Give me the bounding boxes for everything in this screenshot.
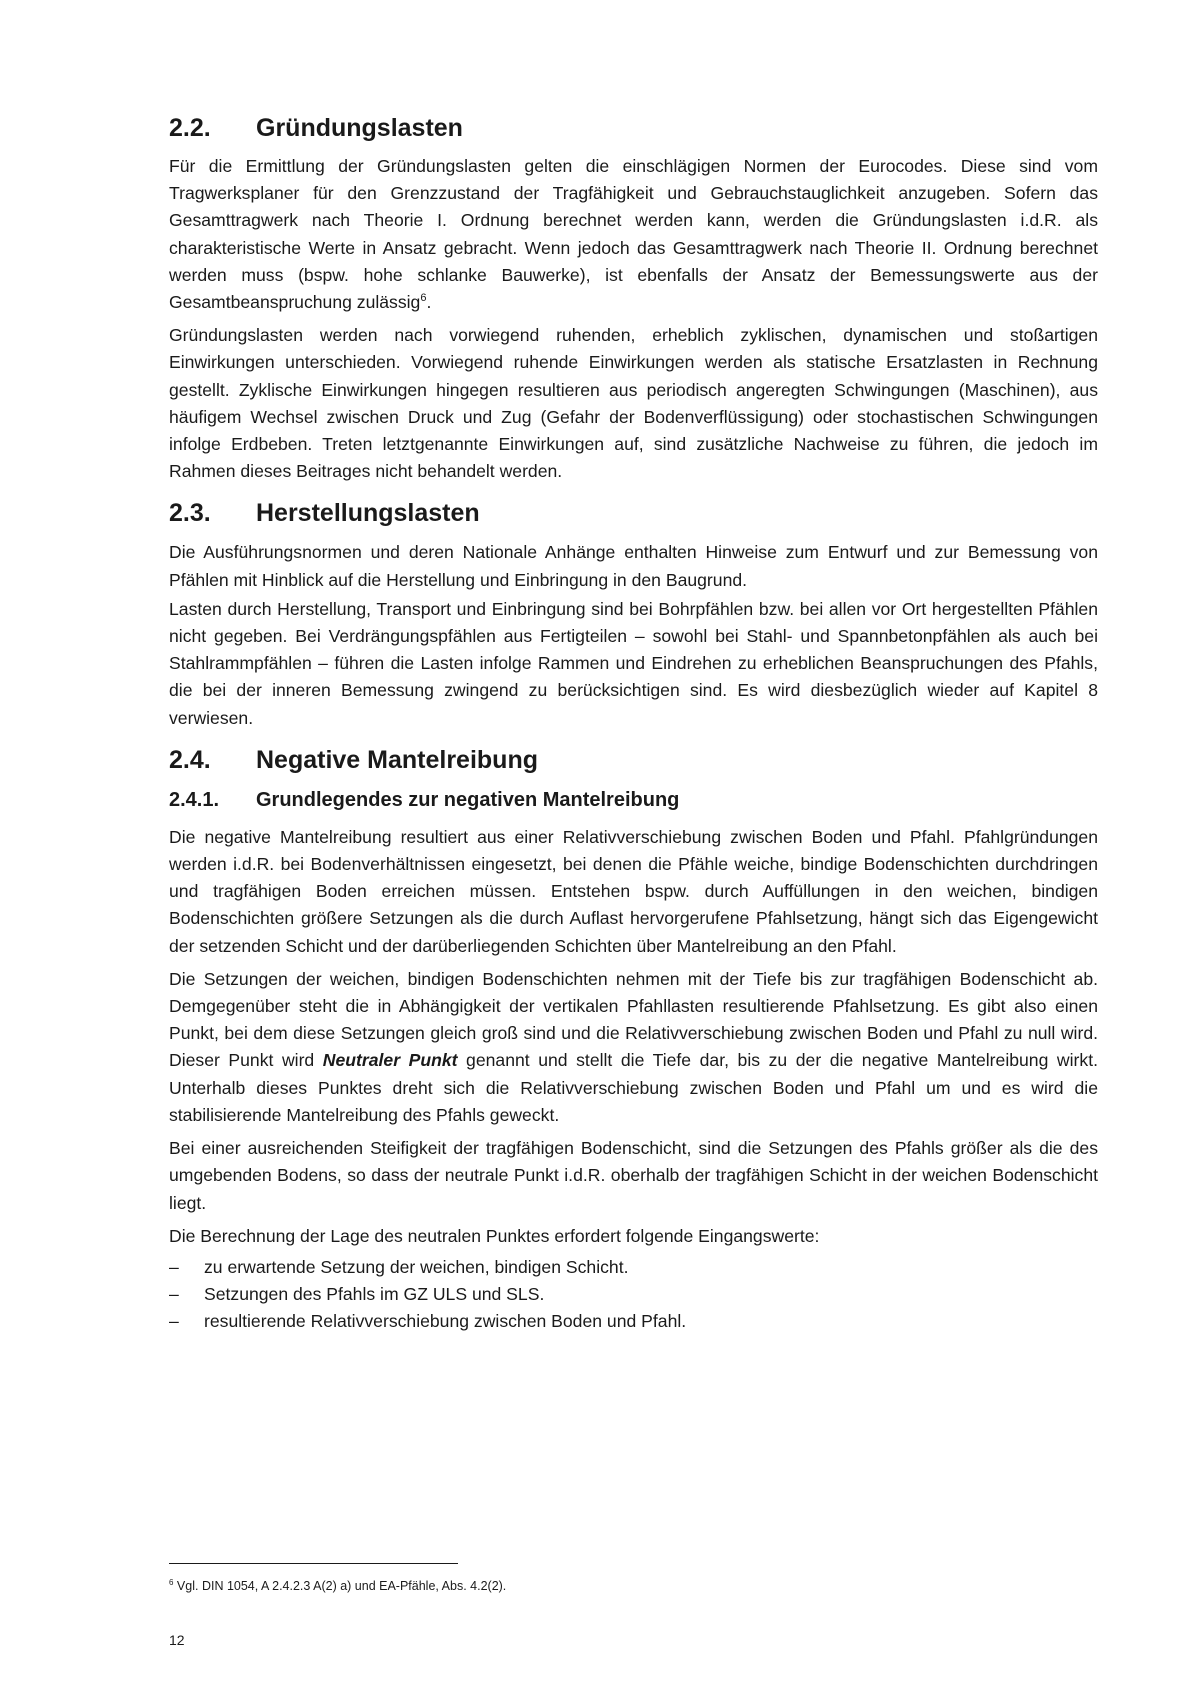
- paragraph: [169, 966, 1098, 1129]
- paragraph: Die Berechnung der Lage des neutralen Punktes erfordert folgende Eingangswerte:: [169, 1225, 820, 1246]
- section-title: Gründungslasten: [256, 114, 463, 142]
- subsection-number: 2.4.1.: [169, 788, 220, 811]
- paragraph: Bei einer ausreichenden Steifigkeit der tragfähigen Bodenschicht, sind die Setzungen des Pfahls größer als die des umgebenden Bodens, so dass der neutrale Punkt i.d.R. oberhalb der tragfähigen Schicht in der weichen Bodenschicht liegt.: [169, 1138, 1098, 1213]
- paragraph: Die Ausführungsnormen und deren Nationale Anhänge enthalten Hinweise zum Entwurf und zur Bemessung von Pfählen mit Hinblick auf die Herstellung und Einbringung in den Baugrund.: [169, 542, 1098, 590]
- paragraph: Die negative Mantelreibung resultiert aus einer Relativverschiebung zwischen Boden und Pfahl. Pfahlgründungen werden i.d.R. bei Bodenverhältnissen eingesetzt, bei denen die Pfähle weiche, bindige Bodenschichten durchdringen und tragfähigen Boden erreichen müssen. Entstehen bspw. durch Auffüllungen in den weichen, bindigen Bodenschichten größere Setzungen als die durch Auflast hervorgerufene Pfahlsetzung, hängt sich das Eigengewicht der setzenden Schicht und der darüberliegenden Schichten über Mantelreibung an den Pfahl.: [169, 826, 1098, 956]
- section-heading-2-3: [169, 497, 1098, 529]
- list-marker: –: [169, 1284, 179, 1305]
- paragraph: [169, 153, 1098, 316]
- section-heading-2-4: [169, 744, 1098, 776]
- list-item: [169, 1281, 1098, 1308]
- section-title: Negative Mantelreibung: [256, 745, 538, 774]
- section-number: 2.4.: [169, 745, 211, 774]
- paragraph: Lasten durch Herstellung, Transport und Einbringung sind bei Bohrpfählen bzw. bei allen vor Ort hergestellten Pfählen nicht gegeben. Bei Verdrängungspfählen aus Fertigteilen – sowohl bei Stahl- und Spannbetonpfählen als auch bei Stahlrammpfählen – führen die Lasten infolge Rammen und Eindrehen zu erheblichen Beanspruchungen des Pfahls, die bei der inneren Bemessung zwingend zu berücksichtigen sind. Es wird diesbezüglich wieder auf Kapitel 8 verwiesen.: [169, 598, 1098, 728]
- section-title: Herstellungslasten: [256, 499, 480, 528]
- list-item-text: Setzungen des Pfahls im GZ ULS und SLS.: [204, 1284, 545, 1305]
- list-marker: –: [169, 1311, 179, 1332]
- footnote-text: Vgl. DIN 1054, A 2.4.2.3 A(2) a) und EA-Pfähle, Abs. 4.2(2).: [173, 1579, 507, 1593]
- list-item: [169, 1308, 1098, 1335]
- list-marker: –: [169, 1256, 179, 1277]
- subsection-title: Grundlegendes zur negativen Mantelreibung: [256, 788, 680, 811]
- section-number: 2.3.: [169, 499, 211, 528]
- dash-list: [169, 1254, 1098, 1336]
- paragraph-text: Die Setzungen der weichen, bindigen Bodenschichten nehmen mit der Tiefe bis zur tragfähigen Bodenschicht ab. Demgegenüber steht die in Abhängigkeit der vertikalen Pfahllasten resultierende Pfahlsetzung. Es gibt also einen Punkt, bei dem diese Setzungen gleich groß sind und die Relativverschiebung zwischen Boden und Pfahl zu null wird. Dieser Punkt wird: [169, 968, 1098, 1071]
- page-number: 12: [169, 1632, 185, 1648]
- emphasis-term: Neutraler Punkt: [322, 1050, 458, 1071]
- paragraph-text: Für die Ermittlung der Gründungslasten gelten die einschlägigen Normen der Eurocodes. Diese sind vom Tragwerksplaner für den Grenzzustand der Tragfähigkeit und Gebrauchstauglichkeit anzugeben. Sofern das Gesamttragwerk nach Theorie I. Ordnung berechnet werden kann, werden die Gründungslasten i.d.R. als charakteristische Werte in Ansatz gebracht. Wenn jedoch das Gesamttragwerk nach Theorie II. Ordnung berechnet werden muss (bspw. hohe schlanke Bauwerke), ist ebenfalls der Ansatz der Bemessungswerte aus der Gesamtbeanspruchung zulässig: [169, 156, 1098, 313]
- paragraph-end: .: [426, 292, 432, 313]
- footnote-reference[interactable]: 6: [420, 292, 427, 305]
- paragraph-text: genannt und stellt die Tiefe dar, bis zu der die negative Mantelreibung wirkt. Unterhalb dieses Punktes dreht sich die Relativverschiebung zwischen Boden und Pfahl um und es wird die stabilisierende Mantelreibung des Pfahls geweckt.: [169, 1050, 1098, 1125]
- footnote: [169, 1577, 506, 1595]
- section-heading-2-2: [169, 112, 1098, 144]
- section-number: 2.2.: [169, 114, 211, 142]
- list-item: [169, 1254, 1098, 1281]
- footnote-marker: 6: [169, 1577, 174, 1587]
- page-content: [169, 112, 1098, 1336]
- footnote-separator: [169, 1563, 458, 1564]
- subsection-heading-2-4-1: [169, 786, 1098, 814]
- paragraph: Gründungslasten werden nach vorwiegend ruhenden, erheblich zyklischen, dynamischen und stoßartigen Einwirkungen unterschieden. Vorwiegend ruhende Einwirkungen werden als statische Ersatzlasten in Rechnung gestellt. Zyklische Einwirkungen hingegen resultieren aus periodisch angeregten Schwingungen (Maschinen), aus häufigem Wechsel zwischen Druck und Zug (Gefahr der Bodenverflüssigung) oder stochastischen Schwingungen infolge Erdbeben. Treten letztgenannte Einwirkungen auf, sind zusätzliche Nachweise zu führen, die jedoch im Rahmen dieses Beitrages nicht behandelt werden.: [169, 325, 1098, 482]
- list-item-text: resultierende Relativverschiebung zwischen Boden und Pfahl.: [204, 1311, 687, 1332]
- list-item-text: zu erwartende Setzung der weichen, bindigen Schicht.: [204, 1256, 629, 1277]
